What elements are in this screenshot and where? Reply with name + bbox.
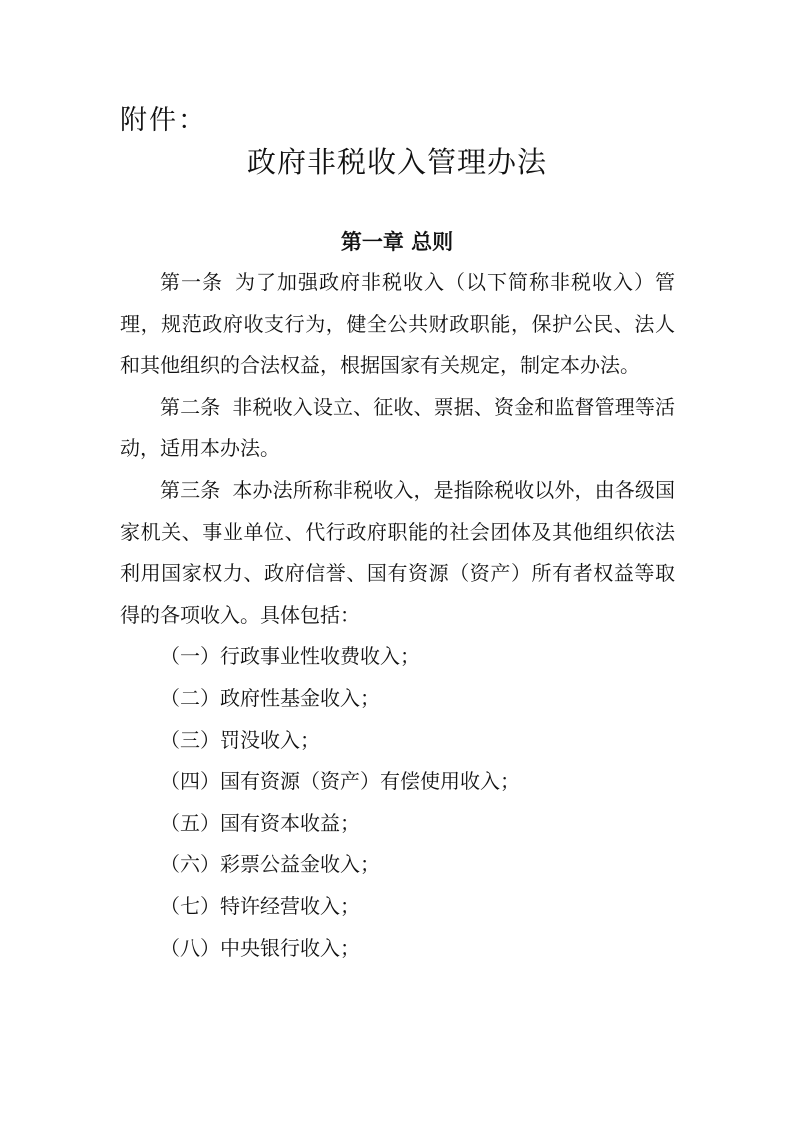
- article-number: 第一条: [160, 270, 223, 294]
- article-number: 第二条: [160, 394, 221, 419]
- article-3: [120, 470, 675, 636]
- list-item: （四）国有资源（资产）有偿使用收入；: [160, 769, 520, 794]
- list-item: （八）中央银行收入；: [160, 935, 360, 960]
- article-text: 为了加强政府非税收入（以下简称非税收入）管理，规范政府收支行为，健全公共财政职能，保护公民、法人和其他组织的合法权益，根据国家有关规定，制定本办法。: [120, 270, 675, 378]
- article-number: 第三条: [160, 477, 221, 502]
- document-title: 政府非税收入管理办法: [246, 145, 547, 179]
- article-text: 本办法所称非税收入，是指除税收以外，由各级国家机关、事业单位、代行政府职能的社会团体及其他组织依法利用国家权力、政府信誉、国有资源（资产）所有者权益等取得的各项收入。具体包括：: [120, 477, 675, 627]
- list-item: （七）特许经营收入；: [160, 893, 360, 918]
- list-item: （三）罚没收入；: [160, 727, 320, 752]
- chapter-heading: 第一章 总则: [340, 230, 454, 254]
- list-item: （五）国有资本收益；: [160, 810, 360, 835]
- list-item: （一）行政事业性收费收入；: [160, 644, 420, 669]
- list-item: （六）彩票公益金收入；: [160, 852, 380, 877]
- article-2: [120, 387, 675, 470]
- article-text: 非税收入设立、征收、票据、资金和监督管理等活动，适用本办法。: [120, 394, 675, 461]
- document-body: [120, 262, 675, 969]
- attachment-label: 附件：: [120, 105, 207, 136]
- list-item: （二）政府性基金收入；: [160, 685, 380, 710]
- article-1: [120, 262, 675, 387]
